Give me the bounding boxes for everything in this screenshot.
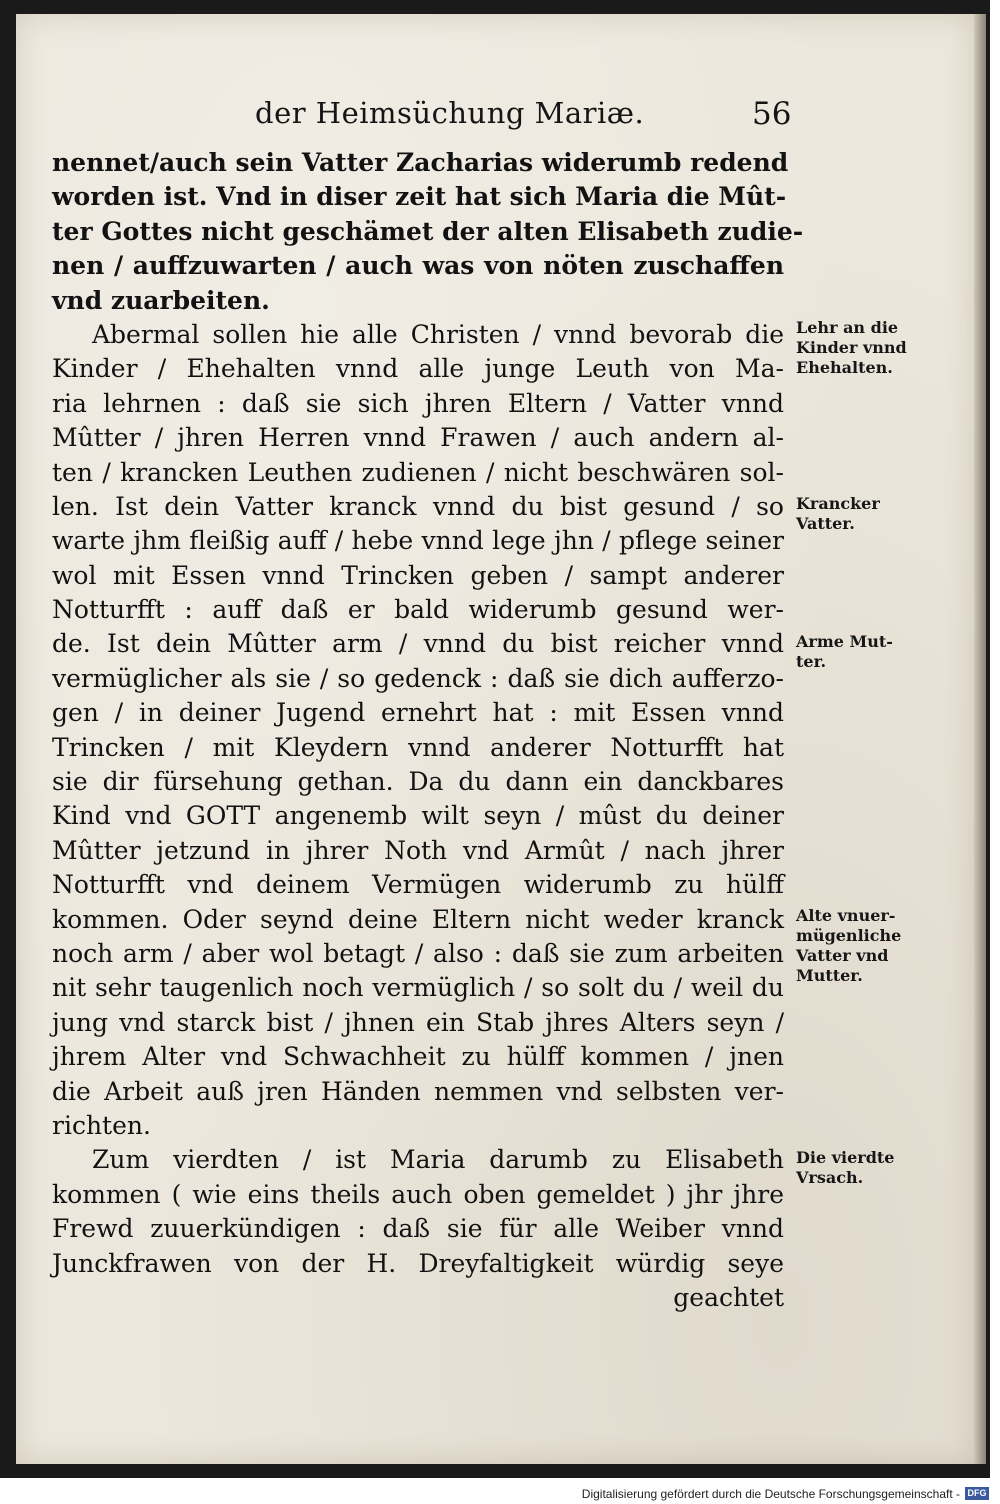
body-text [52,146,804,1315]
text-line: kommen ( wie eins theils auch oben gemeldet ) jhr jhre [52,1179,784,1209]
page-number: 56 [752,96,792,132]
text-line: Trincken / mit Kleydern vnnd anderer Notturfft hat [52,732,784,762]
margin-note: Lehr an die Kinder vnnd Ehehalten. [796,318,907,377]
dfg-logo: DFG [965,1487,989,1500]
text-line: nen / auffzuwarten / auch was von nöten zuschaffen [52,251,784,281]
text-line: Junckfrawen von der H. Dreyfaltigkeit würdig seye [52,1248,784,1278]
margin-note: Die vierdte Vrsach. [796,1148,895,1187]
margin-note: Krancker Vatter. [796,494,880,533]
text-line: Zum vierdten / ist Maria darumb zu Elisabeth [92,1145,784,1175]
margin-note: Arme Mut- ter. [796,632,893,671]
footer-credit: Digitalisierung gefördert durch die Deutsche Forschungsgemeinschaft - [581,1487,960,1501]
text-line: Mûtter jetzund in jhrer Noth vnd Armût / nach jhrer [52,835,784,865]
text-line: richten. [52,1110,151,1140]
text-line: nit sehr taugenlich noch vermüglich / so solt du / weil du [52,973,784,1003]
text-line: nennet/auch sein Vatter Zacharias widerumb redend [52,148,789,177]
text-line: vnd zuarbeiten. [52,285,270,315]
text-line: Mûtter / jhren Herren vnnd Frawen / auch andern al- [52,423,784,453]
text-line: worden ist. Vnd in diser zeit hat sich Maria die Mût- [52,182,787,212]
text-line: Kinder / Ehehalten vnnd alle junge Leuth von Ma- [52,354,784,384]
text-line: ria lehrnen : daß sie sich jhren Eltern / Vatter vnnd [52,388,784,418]
text-line: sie dir fürsehung gethan. Da du dann ein danckbares [52,767,784,797]
text-line: Notturfft vnd deinem Vermügen widerumb zu hülff [52,870,784,900]
text-line: warte jhm fleißig auff / hebe vnnd lege jhn / pflege seiner [52,526,784,556]
text-line: wol mit Essen vnnd Trincken geben / sampt anderer [52,560,784,590]
text-line: de. Ist dein Mûtter arm / vnnd du bist reicher vnnd [52,629,784,659]
running-header: der Heimsüchung Mariæ. [255,96,645,130]
catchword: geachtet [673,1282,784,1312]
text-line: jung vnd starck bist / jhnen ein Stab jhres Alters seyn / [52,1007,784,1037]
text-line: Abermal sollen hie alle Christen / vnnd bevorab die [92,319,784,349]
text-line: len. Ist dein Vatter kranck vnnd du bist gesund / so [52,491,784,521]
text-line: die Arbeit auß jren Händen nemmen vnd selbsten ver- [52,1076,784,1106]
text-line: jhrem Alter vnd Schwachheit zu hülff kommen / jnen [52,1042,784,1072]
text-line: Kind vnd GOTT angenemb wilt seyn / mûst du deiner [52,801,784,831]
text-line: gen / in deiner Jugend ernehrt hat : mit Essen vnnd [52,698,784,728]
text-line: noch arm / aber wol betagt / also : daß sie zum arbeiten [52,938,784,968]
text-line: Frewd zuuerkündigen : daß sie für alle Weiber vnnd [52,1214,784,1244]
page-edge [974,14,986,1464]
text-line: ten / krancken Leuthen zudienen / nicht beschwären sol- [52,457,784,487]
text-line: vermüglicher als sie / so gedenck : daß sie dich aufferzo- [52,663,784,693]
margin-note: Alte vnuer- mügenliche Vatter vnd Mutter. [796,906,902,985]
text-line: kommen. Oder seynd deine Eltern nicht weder kranck [52,904,784,934]
text-line: ter Gottes nicht geschämet der alten Elisabeth zudie- [52,216,804,246]
text-line: Notturfft : auff daß er bald widerumb gesund wer- [52,595,784,625]
